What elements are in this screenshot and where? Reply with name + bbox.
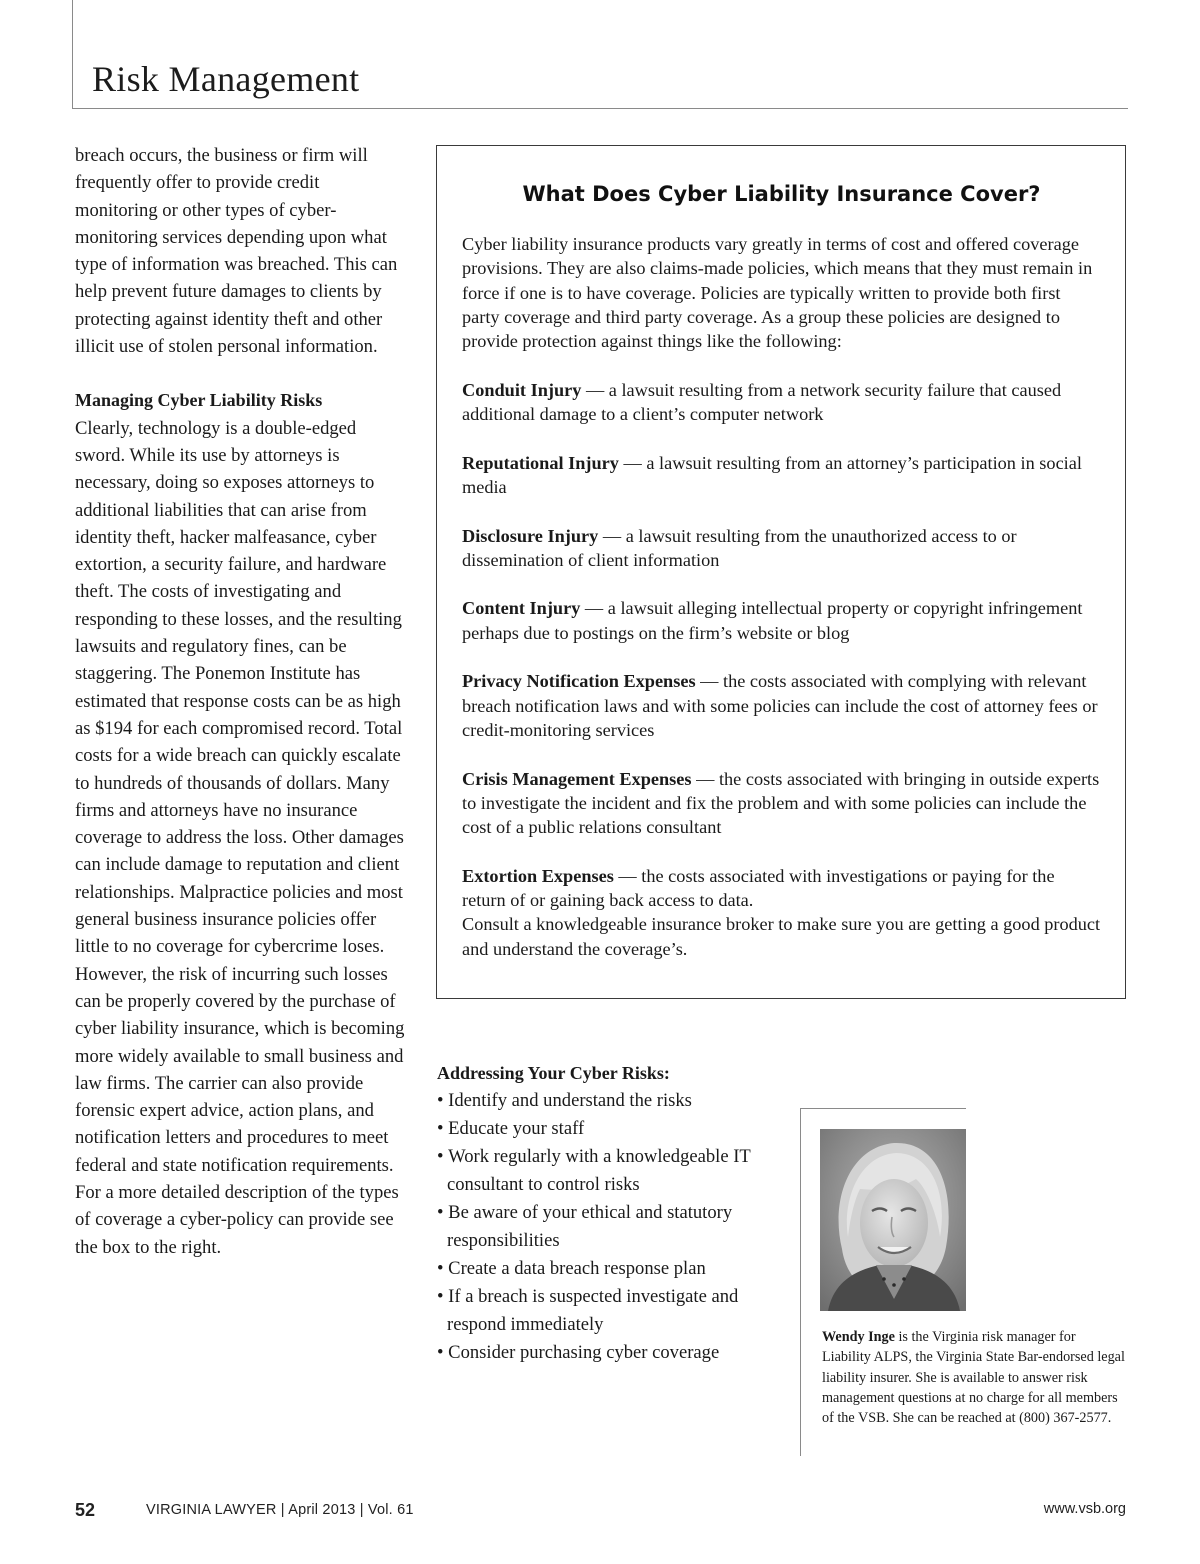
addressing-risks-heading: Addressing Your Cyber Risks: (437, 1063, 670, 1083)
coverage-description: a lawsuit alleging intellectual property or copyright infringement perhaps due to postings on the firm’s website or blog (462, 598, 1083, 643)
list-item: • Create a data breach response plan (437, 1255, 777, 1283)
coverage-item (462, 596, 1101, 645)
list-item: • Consider purchasing cyber coverage (437, 1339, 777, 1367)
coverage-item (462, 451, 1101, 500)
coverage-term: Disclosure Injury (462, 525, 599, 546)
em-dash: — (613, 865, 642, 886)
coverage-item (462, 669, 1101, 742)
addressing-risks-list (437, 1059, 777, 1367)
coverage-item (462, 524, 1101, 573)
managing-risks-paragraph: Clearly, technology is a double-edged sword. While its use by attorneys is necessary, doing so exposes attorneys to additional liabilities that can arise from identity theft, hacker malfeasance, cyber extortion, a security failure, and hardware theft. The costs of investigating and responding to these losses, and the resulting lawsuits and regulatory fines, can be staggering. The Ponemon Institute has estimated that response costs can be as high as $194 for each compromised record. Total costs for a wide breach can quickly escalate to hundreds of thousands of dollars. Many firms and attorneys have no insurance coverage to address the loss. Other damages can include damage to reputation and client relationships. Malpractice policies and most general business insurance policies offer little to no coverage for cybercrime loses. However, the risk of incurring such losses can be properly covered by the purchase of cyber liability insurance, which is becoming more widely available to small business and law firms. The carrier can also provide forensic expert advice, action plans, and notification letters and procedures to meet federal and state notification requirements. For a more detailed description of the types of coverage a cyber-policy can provide see the box to the right. (75, 417, 405, 1258)
intro-paragraph: breach occurs, the business or firm will frequently offer to provide credit monitoring or other types of cyber-monitoring services depending upon what type of information was breached. This can help prevent future damages to clients by protecting against identity theft and other illicit use of stolen personal information. (75, 145, 398, 358)
managing-risks-heading: Managing Cyber Liability Risks (75, 390, 323, 411)
coverage-description: the costs associated with investigations or paying for the return of or gaining back access to data. (462, 865, 1055, 911)
coverage-term: Crisis Management Expenses (462, 768, 692, 789)
author-name: Wendy Inge (822, 1329, 895, 1345)
list-item: • Identify and understand the risks (437, 1087, 777, 1115)
publication-info: VIRGINIA LAWYER | April 2013 | Vol. 61 (146, 1502, 414, 1518)
list-item: • If a breach is suspected investigate and respond immediately (437, 1283, 777, 1339)
list-item: • Work regularly with a knowledgeable IT consultant to control risks (437, 1143, 777, 1199)
page-number: 52 (75, 1500, 96, 1520)
coverage-description: the costs associated with complying with relevant breach notification laws and with some policies can include the cost of attorney fees or credit-monitoring services (462, 671, 1098, 740)
author-portrait-photo (820, 1129, 966, 1311)
coverage-description: a lawsuit resulting from an attorney’s participation in social media (462, 452, 1082, 497)
coverage-term: Conduit Injury (462, 379, 582, 400)
author-bio (822, 1327, 1127, 1428)
coverage-description: the costs associated with bringing in outside experts to investigate the incident and fix the problem and with some policies can include the cost of a public relations consultant (462, 768, 1100, 838)
coverage-term: Content Injury (462, 598, 581, 619)
coverage-term: Extortion Expenses (462, 865, 614, 886)
coverage-description: a lawsuit resulting from a network security failure that caused additional damage to a client’s computer network (462, 379, 1062, 425)
list-item: • Educate your staff (437, 1115, 777, 1143)
coverage-term: Reputational Injury (462, 452, 619, 473)
coverage-description: a lawsuit resulting from the unauthorized access to or dissemination of client information (462, 525, 1017, 570)
footer-website-link[interactable]: www.vsb.org (1043, 1501, 1126, 1517)
bio-vertical-rule (800, 1108, 801, 1456)
coverage-item (462, 767, 1101, 840)
em-dash: — (580, 598, 608, 619)
em-dash: — (581, 379, 609, 400)
section-title: Risk Management (92, 59, 360, 99)
coverage-term: Privacy Notification Expenses (462, 671, 696, 692)
em-dash: — (618, 452, 647, 473)
em-dash: — (598, 525, 626, 546)
coverage-item (462, 378, 1101, 427)
coverage-box-closing: Consult a knowledgeable insurance broker to make sure you are getting a good product and understand the coverage’s. (462, 914, 1101, 959)
author-bio-text: is the Virginia risk manager for Liability ALPS, the Virginia State Bar-endorsed legal liability insurer. She is available to answer risk management questions at no charge for all members of the VSB. She can be reached at (800) 367-2577. (822, 1329, 1125, 1427)
header-horizontal-rule (72, 108, 1128, 109)
coverage-box-title: What Does Cyber Liability Insurance Cover? (522, 182, 1041, 206)
coverage-box-intro: Cyber liability insurance products vary greatly in terms of cost and offered coverage provisions. They are also claims-made policies, which means that they must remain in force if one is to have coverage. Policies are typically written to provide both first party coverage and third party coverage. As a group these policies are designed to provide protection against things like the following: (462, 234, 1093, 352)
em-dash: — (695, 671, 723, 692)
coverage-sidebar-box (436, 145, 1126, 999)
header-vertical-rule (72, 0, 73, 108)
list-item: • Be aware of your ethical and statutory responsibilities (437, 1199, 777, 1255)
risk-checklist (437, 1087, 777, 1367)
coverage-item (462, 864, 1101, 913)
bio-horizontal-rule (800, 1108, 966, 1109)
em-dash: — (691, 768, 719, 789)
left-column (75, 142, 405, 1261)
